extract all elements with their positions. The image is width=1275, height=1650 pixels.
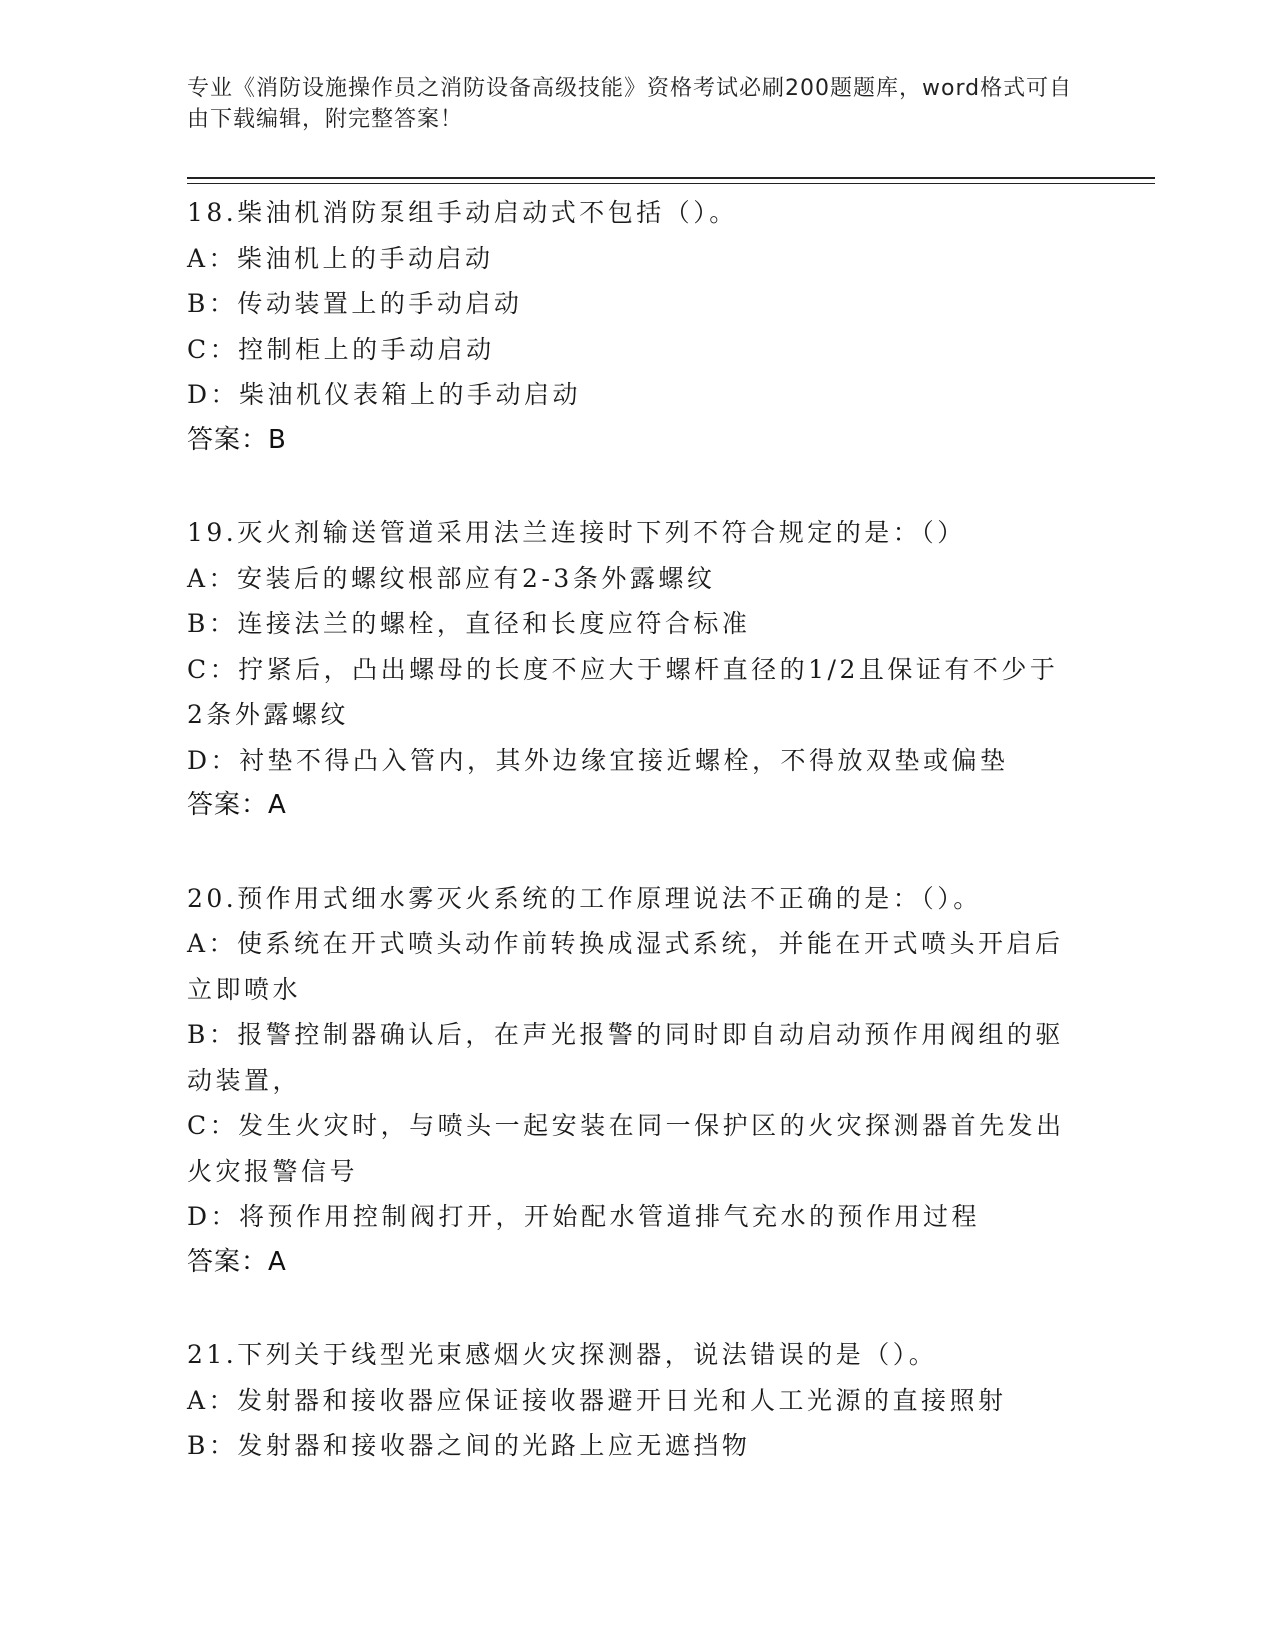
header-rule-thin: [187, 183, 1155, 184]
question-19: [187, 510, 1087, 829]
option-c-continued: 2条外露螺纹: [187, 700, 349, 729]
option-c: C：发生火灾时，与喷头一起安装在同一保护区的火灾探测器首先发出: [187, 1111, 1065, 1140]
option-c: C：拧紧后，凸出螺母的长度不应大于螺杆直径的1/2且保证有不少于: [187, 654, 1059, 684]
header-text: 专业《消防设施操作员之消防设备高级技能》资格考试必刷200题题库，word格式可自由下载编辑，附完整答案！: [187, 76, 1073, 132]
option-b: B：发射器和接收器之间的光路上应无遮挡物: [187, 1431, 751, 1460]
question-21: [187, 1332, 1087, 1469]
option-d: D：衬垫不得凸入管内，其外边缘宜接近螺栓，不得放双垫或偏垫: [187, 745, 1009, 775]
option-b-continued: 动装置，: [187, 1065, 302, 1095]
answer-line: 答案：A: [187, 1246, 287, 1277]
question-stem: 19.灭火剂输送管道采用法兰连接时下列不符合规定的是：（）: [187, 518, 966, 547]
question-20: [187, 876, 1087, 1286]
answer-line: 答案：B: [187, 424, 287, 455]
option-a: A：发射器和接收器应保证接收器避开日光和人工光源的直接照射: [187, 1385, 1007, 1415]
question-list: [187, 190, 1087, 1516]
question-stem: 20.预作用式细水雾灭火系统的工作原理说法不正确的是：（）。: [187, 883, 982, 913]
option-d: D：将预作用控制阀打开，开始配水管道排气充水的预作用过程: [187, 1202, 981, 1231]
option-a: A：安装后的螺纹根部应有2-3条外露螺纹: [187, 563, 716, 593]
option-b: B：连接法兰的螺栓，直径和长度应符合标准: [187, 609, 751, 638]
option-c-continued: 火灾报警信号: [187, 1156, 359, 1186]
question-stem: 21.下列关于线型光束感烟火灾探测器，说法错误的是（）。: [187, 1340, 938, 1369]
option-a: A：柴油机上的手动启动: [187, 243, 494, 273]
option-c: C：控制柜上的手动启动: [187, 334, 495, 364]
question-stem: 18.柴油机消防泵组手动启动式不包括（）。: [187, 198, 738, 227]
option-d: D：柴油机仪表箱上的手动启动: [187, 380, 582, 409]
option-a-continued: 立即喷水: [187, 974, 302, 1004]
option-a: A：使系统在开式喷头动作前转换成湿式系统，并能在开式喷头开启后: [187, 929, 1064, 958]
document-header: [187, 73, 1087, 135]
answer-line: 答案：A: [187, 790, 287, 820]
option-b: B：报警控制器确认后，在声光报警的同时即自动启动预作用阀组的驱: [187, 1020, 1064, 1049]
question-18: [187, 190, 1087, 463]
header-rule-thick: [187, 177, 1155, 179]
option-b: B：传动装置上的手动启动: [187, 289, 523, 318]
